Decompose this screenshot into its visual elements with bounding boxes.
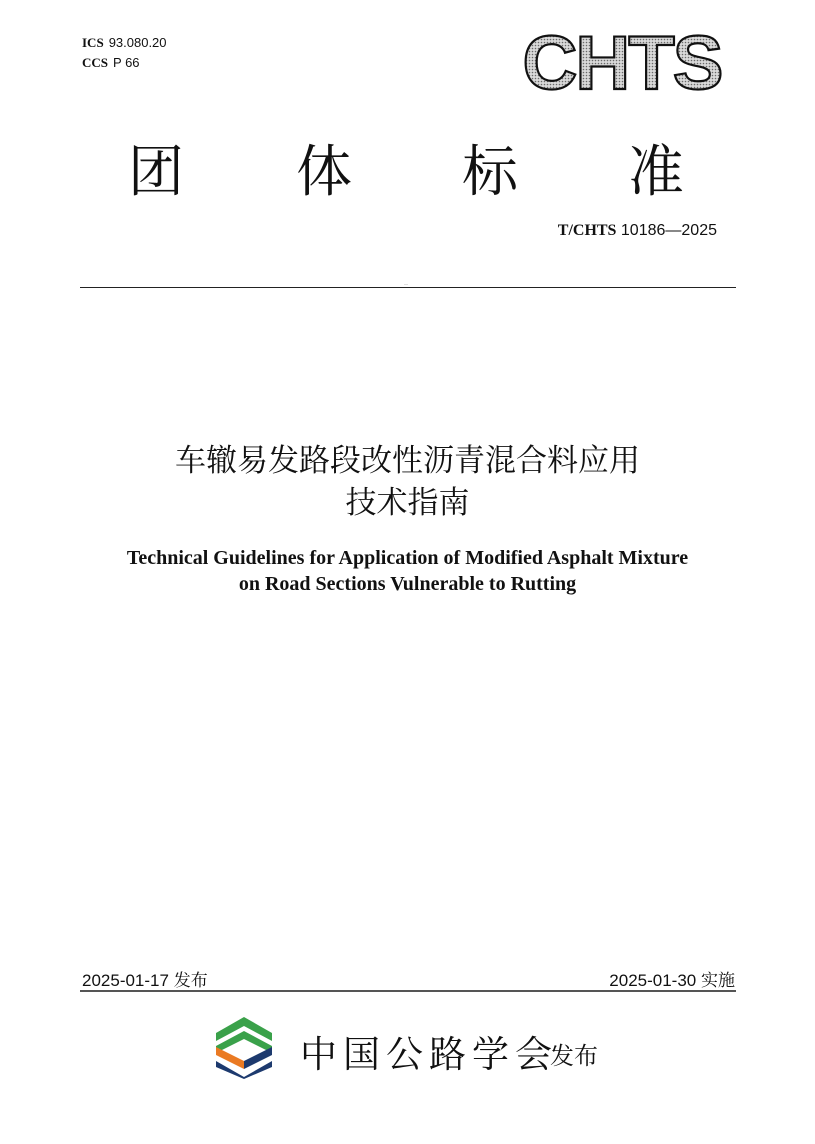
standard-category-title (0, 140, 815, 210)
english-title-line-1: Technical Guidelines for Application of Modified Asphalt Mixture (126, 547, 689, 569)
classification-codes (82, 33, 167, 73)
header-divider (80, 287, 736, 288)
category-char-1: 团 (128, 140, 184, 205)
footer-divider (80, 990, 736, 992)
category-char-4: 准 (628, 140, 684, 205)
implement-date: 2025-01-30 (609, 971, 697, 990)
implement-date-block (609, 966, 735, 991)
ccs-line (82, 53, 167, 73)
ccs-label: CCS (82, 55, 109, 70)
chinese-title-line-2: 技术指南 (345, 485, 470, 521)
publisher-name: 中国公路学会 (300, 1033, 558, 1076)
ics-line (82, 33, 167, 53)
chts-society-logo-icon (212, 1015, 276, 1079)
publisher-verb: 发布 (550, 1042, 598, 1070)
standard-code (558, 222, 717, 240)
brand-mark-text: CHTS (522, 21, 722, 104)
standard-number: 10186—2025 (620, 222, 717, 239)
implement-label: 实施 (701, 971, 735, 990)
ics-value: 93.080.20 (108, 35, 167, 50)
issue-label: 发布 (173, 971, 208, 990)
english-title-line-2: on Road Sections Vulnerable to Rutting (238, 573, 577, 595)
ccs-value: P 66 (113, 55, 140, 70)
english-title (0, 545, 815, 597)
issue-date: 2025-01-17 (82, 971, 169, 990)
chinese-title-line-1: 车辙易发路段改性沥青混合料应用 (175, 443, 640, 479)
chinese-title (0, 440, 815, 524)
issue-date-block (82, 966, 208, 991)
chts-brand-logo (522, 20, 722, 104)
category-char-2: 体 (296, 140, 352, 205)
category-char-3: 标 (462, 140, 518, 205)
ics-label: ICS (82, 35, 104, 50)
divider-mark: ·· (404, 282, 408, 288)
standard-prefix: T/CHTS (557, 222, 617, 239)
